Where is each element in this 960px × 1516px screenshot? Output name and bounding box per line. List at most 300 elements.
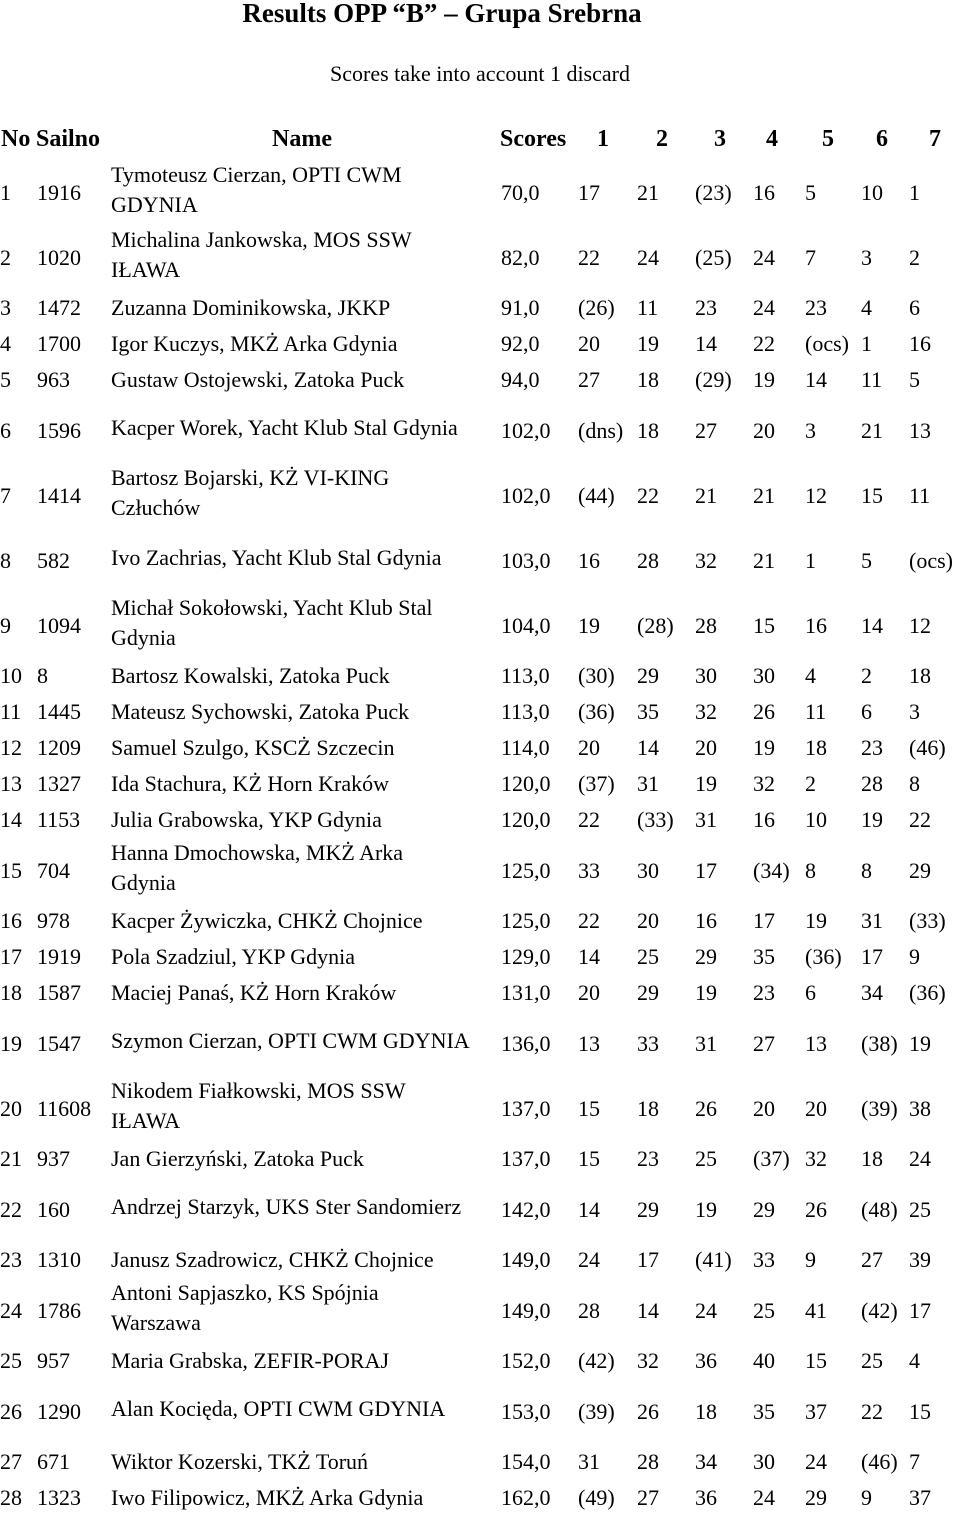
total-score: 104,0 bbox=[501, 612, 551, 638]
sailor-name-cell bbox=[111, 1177, 501, 1242]
race-5-result: 32 bbox=[805, 1146, 827, 1171]
row-number: 15 bbox=[0, 857, 22, 883]
race-7-result: 1 bbox=[909, 179, 920, 205]
race-6-result: (42) bbox=[861, 1297, 898, 1323]
race-5-result: 8 bbox=[805, 857, 816, 883]
sailor-name: Pola Szadziul, YKP Gdynia bbox=[111, 944, 356, 969]
race-6-result: (38) bbox=[861, 1030, 898, 1056]
sail-number: 1472 bbox=[37, 295, 81, 320]
race-4-result: 21 bbox=[753, 547, 775, 573]
race-2-result: 29 bbox=[637, 1196, 659, 1222]
race-7-result: 17 bbox=[909, 1297, 931, 1323]
race-4-result: 40 bbox=[753, 1348, 775, 1373]
race-4-result: 17 bbox=[753, 908, 775, 933]
sailor-name-cell bbox=[111, 1011, 501, 1076]
race-7-result: 22 bbox=[909, 807, 931, 832]
race-3-result: 14 bbox=[695, 331, 717, 356]
sail-number: 1919 bbox=[37, 944, 81, 969]
race-1-result: 22 bbox=[578, 244, 600, 270]
race-3-result: 28 bbox=[695, 612, 717, 638]
header-no: No bbox=[1, 126, 31, 152]
table-row bbox=[0, 290, 960, 326]
sailor-name: Bartosz Kowalski, Zatoka Puck bbox=[111, 663, 390, 688]
table-row bbox=[0, 160, 960, 225]
race-1-result: 20 bbox=[578, 980, 600, 1005]
sail-number: 704 bbox=[37, 857, 70, 883]
race-6-result: 28 bbox=[861, 771, 883, 796]
total-score: 120,0 bbox=[501, 771, 551, 796]
race-6-result: 15 bbox=[861, 482, 883, 508]
race-2-result: 25 bbox=[637, 944, 659, 969]
sailor-name-cell bbox=[111, 326, 501, 362]
race-5-result: 24 bbox=[805, 1449, 827, 1474]
sailor-name: Samuel Szulgo, KSCŻ Szczecin bbox=[111, 735, 395, 760]
sailor-name-cell bbox=[111, 903, 501, 939]
table-row bbox=[0, 362, 960, 398]
race-3-result: 36 bbox=[695, 1348, 717, 1373]
race-4-result: 22 bbox=[753, 331, 775, 356]
race-2-result: 32 bbox=[637, 1348, 659, 1373]
total-score: 125,0 bbox=[501, 908, 551, 933]
sailor-name-cell bbox=[111, 398, 501, 463]
race-3-result: 20 bbox=[695, 735, 717, 760]
sail-number: 1587 bbox=[37, 980, 81, 1005]
sail-number: 582 bbox=[37, 547, 70, 573]
race-1-result: 17 bbox=[578, 179, 600, 205]
header-race-7: 7 bbox=[929, 126, 941, 152]
table-row bbox=[0, 939, 960, 975]
table-row bbox=[0, 528, 960, 593]
race-3-result: 17 bbox=[695, 857, 717, 883]
race-3-result: 32 bbox=[695, 547, 717, 573]
total-score: 137,0 bbox=[501, 1146, 551, 1171]
total-score: 125,0 bbox=[501, 857, 551, 883]
row-number: 12 bbox=[0, 735, 22, 760]
race-3-result: (23) bbox=[695, 179, 732, 205]
table-row bbox=[0, 398, 960, 463]
race-2-result: 29 bbox=[637, 980, 659, 1005]
race-7-result: 13 bbox=[909, 417, 931, 443]
race-3-result: (25) bbox=[695, 244, 732, 270]
sail-number: 1290 bbox=[37, 1398, 81, 1424]
race-4-result: 27 bbox=[753, 1030, 775, 1056]
table-header bbox=[0, 122, 960, 156]
race-2-result: 19 bbox=[637, 331, 659, 356]
table-row bbox=[0, 1343, 960, 1379]
row-number: 1 bbox=[0, 179, 11, 205]
sailor-name-cell bbox=[111, 290, 501, 326]
race-1-result: 16 bbox=[578, 547, 600, 573]
race-4-result: 21 bbox=[753, 482, 775, 508]
sailor-name-cell bbox=[111, 802, 501, 838]
race-5-result: (ocs) bbox=[805, 331, 849, 356]
race-2-result: 28 bbox=[637, 547, 659, 573]
race-2-result: 18 bbox=[637, 417, 659, 443]
race-1-result: (30) bbox=[578, 663, 615, 688]
sailor-name: Kacper Żywiczka, CHKŻ Chojnice bbox=[111, 908, 423, 933]
race-1-result: (44) bbox=[578, 482, 615, 508]
sailor-name: Ida Stachura, KŻ Horn Kraków bbox=[111, 771, 389, 796]
table-row bbox=[0, 658, 960, 694]
total-score: 142,0 bbox=[501, 1196, 551, 1222]
race-2-result: 22 bbox=[637, 482, 659, 508]
race-6-result: 27 bbox=[861, 1247, 883, 1272]
sailor-name: Igor Kuczys, MKŻ Arka Gdynia bbox=[111, 331, 398, 356]
total-score: 94,0 bbox=[501, 367, 540, 392]
race-3-result: 19 bbox=[695, 771, 717, 796]
race-5-result: 12 bbox=[805, 482, 827, 508]
page-title: Results OPP “B” – Grupa Srebrna bbox=[242, 0, 642, 28]
race-6-result: 34 bbox=[861, 980, 883, 1005]
race-6-result: 21 bbox=[861, 417, 883, 443]
header-race-5: 5 bbox=[822, 126, 834, 152]
race-6-result: 18 bbox=[861, 1146, 883, 1171]
race-1-result: (36) bbox=[578, 699, 615, 724]
race-4-result: 35 bbox=[753, 1398, 775, 1424]
race-5-result: 5 bbox=[805, 179, 816, 205]
race-5-result: 9 bbox=[805, 1247, 816, 1272]
race-3-result: (29) bbox=[695, 367, 732, 392]
sail-number: 963 bbox=[37, 367, 70, 392]
total-score: 137,0 bbox=[501, 1095, 551, 1121]
race-6-result: 8 bbox=[861, 857, 872, 883]
race-5-result: 26 bbox=[805, 1196, 827, 1222]
race-7-result: 18 bbox=[909, 663, 931, 688]
race-7-result: 24 bbox=[909, 1146, 931, 1171]
table-row bbox=[0, 838, 960, 903]
total-score: 149,0 bbox=[501, 1247, 551, 1272]
sailor-name: Ivo Zachrias, Yacht Klub Stal Gdynia bbox=[111, 544, 442, 570]
sail-number: 1786 bbox=[37, 1297, 81, 1323]
race-2-result: 23 bbox=[637, 1146, 659, 1171]
race-4-result: (34) bbox=[753, 857, 790, 883]
sailor-name: Mateusz Sychowski, Zatoka Puck bbox=[111, 699, 410, 724]
sailor-name: Andrzej Starzyk, UKS Ster Sandomierz bbox=[111, 1193, 462, 1219]
race-3-result: 21 bbox=[695, 482, 717, 508]
race-5-result: 15 bbox=[805, 1348, 827, 1373]
sailor-name: Szymon Cierzan, OPTI CWM GDYNIA bbox=[111, 1027, 470, 1053]
race-2-result: 20 bbox=[637, 908, 659, 933]
race-4-result: 30 bbox=[753, 663, 775, 688]
row-number: 13 bbox=[0, 771, 22, 796]
total-score: 136,0 bbox=[501, 1030, 551, 1056]
race-3-result: 27 bbox=[695, 417, 717, 443]
sailor-name-cell bbox=[111, 939, 501, 975]
race-2-result: 33 bbox=[637, 1030, 659, 1056]
race-7-result: 38 bbox=[909, 1095, 931, 1121]
sailor-name: Gustaw Ostojewski, Zatoka Puck bbox=[111, 367, 405, 392]
race-6-result: (39) bbox=[861, 1095, 898, 1121]
sailor-name-cell bbox=[111, 225, 501, 290]
race-5-result: 4 bbox=[805, 663, 816, 688]
race-6-result: 17 bbox=[861, 944, 883, 969]
total-score: 82,0 bbox=[501, 244, 540, 270]
total-score: 114,0 bbox=[501, 735, 550, 760]
table-row bbox=[0, 730, 960, 766]
sailor-name: Hanna Dmochowska, MKŻ Arka Gdynia bbox=[111, 839, 404, 895]
race-5-result: 6 bbox=[805, 980, 816, 1005]
sailor-name: Tymoteusz Cierzan, OPTI CWM GDYNIA bbox=[111, 161, 402, 217]
race-1-result: 27 bbox=[578, 367, 600, 392]
row-number: 23 bbox=[0, 1247, 22, 1272]
race-3-result: 29 bbox=[695, 944, 717, 969]
sail-number: 1020 bbox=[37, 244, 81, 270]
race-3-result: 16 bbox=[695, 908, 717, 933]
race-3-result: 31 bbox=[695, 1030, 717, 1056]
race-2-result: (33) bbox=[637, 807, 674, 832]
total-score: 91,0 bbox=[501, 295, 540, 320]
total-score: 92,0 bbox=[501, 331, 540, 356]
race-5-result: 10 bbox=[805, 807, 827, 832]
header-scores: Scores bbox=[500, 126, 567, 152]
race-4-result: 24 bbox=[753, 244, 775, 270]
race-2-result: 11 bbox=[637, 295, 659, 320]
race-7-result: (46) bbox=[909, 735, 946, 760]
race-7-result: 12 bbox=[909, 612, 931, 638]
race-2-result: 28 bbox=[637, 1449, 659, 1474]
race-6-result: 3 bbox=[861, 244, 872, 270]
race-5-result: 18 bbox=[805, 735, 827, 760]
table-row bbox=[0, 1480, 960, 1516]
table-row bbox=[0, 1444, 960, 1480]
race-1-result: 22 bbox=[578, 908, 600, 933]
row-number: 9 bbox=[0, 612, 11, 638]
table-row bbox=[0, 1011, 960, 1076]
race-4-result: 24 bbox=[753, 295, 775, 320]
row-number: 6 bbox=[0, 417, 11, 443]
table-row bbox=[0, 225, 960, 290]
row-number: 3 bbox=[0, 295, 11, 320]
race-3-result: 26 bbox=[695, 1095, 717, 1121]
total-score: 153,0 bbox=[501, 1398, 551, 1424]
sailor-name: Iwo Filipowicz, MKŻ Arka Gdynia bbox=[111, 1485, 424, 1510]
row-number: 26 bbox=[0, 1398, 22, 1424]
race-5-result: 19 bbox=[805, 908, 827, 933]
sailor-name-cell bbox=[111, 1480, 501, 1516]
race-1-result: (49) bbox=[578, 1485, 615, 1510]
sailor-name: Maria Grabska, ZEFIR-PORAJ bbox=[111, 1348, 390, 1373]
row-number: 24 bbox=[0, 1297, 22, 1323]
sailor-name: Nikodem Fiałkowski, MOS SSW IŁAWA bbox=[111, 1077, 406, 1133]
row-number: 8 bbox=[0, 547, 11, 573]
sail-number: 957 bbox=[37, 1348, 70, 1373]
race-3-result: 32 bbox=[695, 699, 717, 724]
race-3-result: 19 bbox=[695, 980, 717, 1005]
sailor-name-cell bbox=[111, 463, 501, 528]
race-1-result: 33 bbox=[578, 857, 600, 883]
race-5-result: 7 bbox=[805, 244, 816, 270]
row-number: 28 bbox=[0, 1485, 22, 1510]
sailor-name: Jan Gierzyński, Zatoka Puck bbox=[111, 1146, 364, 1171]
race-1-result: 13 bbox=[578, 1030, 600, 1056]
table-row bbox=[0, 1177, 960, 1242]
row-number: 21 bbox=[0, 1146, 22, 1171]
race-6-result: 6 bbox=[861, 699, 872, 724]
race-6-result: 2 bbox=[861, 663, 872, 688]
total-score: 102,0 bbox=[501, 482, 551, 508]
race-2-result: 29 bbox=[637, 663, 659, 688]
sailor-name-cell bbox=[111, 1444, 501, 1480]
header-name: Name bbox=[272, 126, 332, 152]
row-number: 4 bbox=[0, 331, 11, 356]
race-3-result: 36 bbox=[695, 1485, 717, 1510]
sail-number: 1323 bbox=[37, 1485, 81, 1510]
sail-number: 937 bbox=[37, 1146, 70, 1171]
total-score: 149,0 bbox=[501, 1297, 551, 1323]
table-row bbox=[0, 593, 960, 658]
race-4-result: 20 bbox=[753, 1095, 775, 1121]
sailor-name-cell bbox=[111, 160, 501, 225]
race-3-result: 23 bbox=[695, 295, 717, 320]
race-6-result: 5 bbox=[861, 547, 872, 573]
race-1-result: 20 bbox=[578, 735, 600, 760]
race-1-result: (26) bbox=[578, 295, 615, 320]
header-sailno: Sailno bbox=[36, 126, 101, 152]
sail-number: 1327 bbox=[37, 771, 81, 796]
race-7-result: 9 bbox=[909, 944, 920, 969]
race-1-result: (39) bbox=[578, 1398, 615, 1424]
race-1-result: 14 bbox=[578, 944, 600, 969]
sailor-name-cell bbox=[111, 362, 501, 398]
sailor-name-cell bbox=[111, 1278, 501, 1343]
sail-number: 1596 bbox=[37, 417, 81, 443]
race-7-result: (33) bbox=[909, 908, 946, 933]
race-7-result: (ocs) bbox=[909, 547, 953, 573]
sail-number: 8 bbox=[37, 663, 48, 688]
sailor-name: Michał Sokołowski, Yacht Klub Stal Gdynia bbox=[111, 594, 433, 650]
sailor-name-cell bbox=[111, 528, 501, 593]
race-1-result: 14 bbox=[578, 1196, 600, 1222]
race-2-result: 30 bbox=[637, 857, 659, 883]
race-3-result: 18 bbox=[695, 1398, 717, 1424]
race-6-result: 10 bbox=[861, 179, 883, 205]
table-row bbox=[0, 1141, 960, 1177]
row-number: 20 bbox=[0, 1095, 22, 1121]
row-number: 5 bbox=[0, 367, 11, 392]
race-1-result: 28 bbox=[578, 1297, 600, 1323]
row-number: 14 bbox=[0, 807, 22, 832]
race-4-result: (37) bbox=[753, 1146, 790, 1171]
table-row bbox=[0, 1379, 960, 1444]
race-5-result: 23 bbox=[805, 295, 827, 320]
header-race-4: 4 bbox=[766, 126, 778, 152]
race-6-result: 25 bbox=[861, 1348, 883, 1373]
race-7-result: 25 bbox=[909, 1196, 931, 1222]
sailor-name: Kacper Worek, Yacht Klub Stal Gdynia bbox=[111, 414, 458, 440]
sailor-name-cell bbox=[111, 1242, 501, 1278]
sailor-name-cell bbox=[111, 593, 501, 658]
race-3-result: 25 bbox=[695, 1146, 717, 1171]
sailor-name-cell bbox=[111, 838, 501, 903]
race-7-result: 39 bbox=[909, 1247, 931, 1272]
row-number: 17 bbox=[0, 944, 22, 969]
race-1-result: 15 bbox=[578, 1095, 600, 1121]
row-number: 16 bbox=[0, 908, 22, 933]
race-3-result: 30 bbox=[695, 663, 717, 688]
row-number: 22 bbox=[0, 1196, 22, 1222]
table-row bbox=[0, 903, 960, 939]
sailor-name: Michalina Jankowska, MOS SSW IŁAWA bbox=[111, 226, 412, 282]
race-5-result: 37 bbox=[805, 1398, 827, 1424]
race-1-result: 24 bbox=[578, 1247, 600, 1272]
race-6-result: 11 bbox=[861, 367, 883, 392]
race-2-result: 17 bbox=[637, 1247, 659, 1272]
race-5-result: 41 bbox=[805, 1297, 827, 1323]
race-5-result: 20 bbox=[805, 1095, 827, 1121]
table-row bbox=[0, 463, 960, 528]
row-number: 25 bbox=[0, 1348, 22, 1373]
sailor-name: Wiktor Kozerski, TKŻ Toruń bbox=[111, 1449, 369, 1474]
race-2-result: 26 bbox=[637, 1398, 659, 1424]
race-6-result: (48) bbox=[861, 1196, 898, 1222]
race-2-result: 27 bbox=[637, 1485, 659, 1510]
total-score: 152,0 bbox=[501, 1348, 551, 1373]
header-race-3: 3 bbox=[714, 126, 726, 152]
race-1-result: 15 bbox=[578, 1146, 600, 1171]
race-1-result: (dns) bbox=[578, 417, 624, 443]
page-subtitle: Scores take into account 1 discard bbox=[330, 61, 630, 86]
race-4-result: 30 bbox=[753, 1449, 775, 1474]
race-4-result: 35 bbox=[753, 944, 775, 969]
race-6-result: 9 bbox=[861, 1485, 872, 1510]
table-row bbox=[0, 766, 960, 802]
results-body bbox=[0, 160, 960, 1516]
race-7-result: 7 bbox=[909, 1449, 920, 1474]
sailor-name-cell bbox=[111, 1379, 501, 1444]
race-7-result: 29 bbox=[909, 857, 931, 883]
sailor-name: Julia Grabowska, YKP Gdynia bbox=[111, 807, 382, 832]
sailor-name: Antoni Sapjaszko, KS Spójnia Warszawa bbox=[111, 1279, 379, 1335]
total-score: 113,0 bbox=[501, 663, 550, 688]
sailor-name-cell bbox=[111, 730, 501, 766]
sail-number: 11608 bbox=[37, 1095, 92, 1121]
race-5-result: 16 bbox=[805, 612, 827, 638]
sailor-name-cell bbox=[111, 975, 501, 1011]
row-number: 27 bbox=[0, 1449, 22, 1474]
total-score: 70,0 bbox=[501, 179, 540, 205]
race-3-result: 19 bbox=[695, 1196, 717, 1222]
race-4-result: 29 bbox=[753, 1196, 775, 1222]
race-4-result: 20 bbox=[753, 417, 775, 443]
race-2-result: 35 bbox=[637, 699, 659, 724]
race-3-result: 34 bbox=[695, 1449, 717, 1474]
sailor-name-cell bbox=[111, 1343, 501, 1379]
race-1-result: 20 bbox=[578, 331, 600, 356]
row-number: 10 bbox=[0, 663, 22, 688]
race-4-result: 24 bbox=[753, 1485, 775, 1510]
race-5-result: 11 bbox=[805, 699, 827, 724]
race-4-result: 32 bbox=[753, 771, 775, 796]
total-score: 131,0 bbox=[501, 980, 551, 1005]
row-number: 18 bbox=[0, 980, 22, 1005]
race-1-result: (42) bbox=[578, 1348, 615, 1373]
header-race-6: 6 bbox=[876, 126, 888, 152]
race-7-result: 8 bbox=[909, 771, 920, 796]
sail-number: 1445 bbox=[37, 699, 81, 724]
race-7-result: 16 bbox=[909, 331, 931, 356]
race-6-result: 1 bbox=[861, 331, 872, 356]
race-7-result: 4 bbox=[909, 1348, 920, 1373]
row-number: 7 bbox=[0, 482, 11, 508]
race-6-result: (46) bbox=[861, 1449, 898, 1474]
race-2-result: 14 bbox=[637, 1297, 659, 1323]
race-5-result: 3 bbox=[805, 417, 816, 443]
row-number: 11 bbox=[0, 699, 22, 724]
sailor-name: Alan Kocięda, OPTI CWM GDYNIA bbox=[111, 1395, 446, 1421]
sailor-name: Bartosz Bojarski, KŻ VI-KING Człuchów bbox=[111, 464, 390, 520]
race-4-result: 33 bbox=[753, 1247, 775, 1272]
sailor-name-cell bbox=[111, 1076, 501, 1141]
